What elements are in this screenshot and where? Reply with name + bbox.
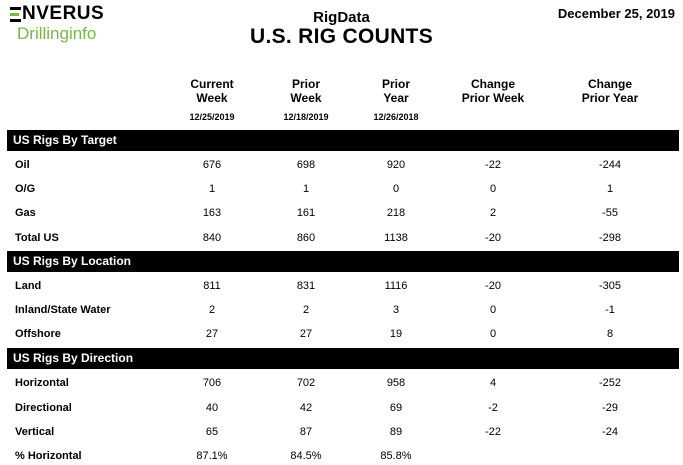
- cell: -22: [485, 426, 501, 438]
- cell: 19: [389, 328, 403, 340]
- cell: 811: [203, 280, 221, 292]
- cell: 0: [489, 183, 497, 195]
- table-row: [0, 446, 683, 465]
- table-row: [0, 422, 683, 442]
- cell: 0: [392, 183, 400, 195]
- section-header-location: US Rigs By Location: [7, 251, 679, 272]
- cell: 8: [606, 328, 614, 340]
- cell: 3: [392, 304, 400, 316]
- row-label: Offshore: [15, 328, 61, 340]
- cell: -244: [598, 159, 622, 171]
- doc-subtitle: RigData: [313, 9, 370, 26]
- cell: 1138: [384, 232, 408, 244]
- cell: 1: [302, 183, 310, 195]
- table-row: [0, 228, 683, 248]
- report-date: December 25, 2019: [557, 6, 675, 21]
- cell: 85.8%: [380, 450, 412, 462]
- cell: 1: [606, 183, 614, 195]
- row-label: O/G: [15, 183, 36, 195]
- column-header-prior-year: Prior Year 12/26/2018: [356, 77, 436, 124]
- row-label: % Horizontal: [15, 450, 82, 462]
- row-label: Gas: [15, 207, 36, 219]
- cell: 706: [202, 377, 222, 389]
- cell: 676: [202, 159, 222, 171]
- cell: -20: [485, 232, 501, 244]
- cell: 163: [202, 207, 222, 219]
- cell: 218: [386, 207, 406, 219]
- column-header-change-prior-week: Change Prior Week: [461, 77, 525, 105]
- cell: 0: [489, 328, 497, 340]
- cell: -1: [605, 304, 615, 316]
- cell: 2: [489, 207, 497, 219]
- table-row: [0, 276, 683, 296]
- cell: 161: [296, 207, 316, 219]
- row-label: Total US: [15, 232, 59, 244]
- cell: 65: [205, 426, 219, 438]
- cell: 4: [489, 377, 497, 389]
- doc-title: U.S. RIG COUNTS: [249, 25, 433, 48]
- row-label: Inland/State Water: [15, 304, 111, 316]
- column-date: 12/18/2019: [283, 112, 329, 122]
- row-label: Directional: [15, 402, 72, 414]
- cell: 698: [296, 159, 316, 171]
- logo-wordmark: NVERUS: [22, 3, 105, 24]
- row-label: Vertical: [15, 426, 55, 438]
- cell: -20: [485, 280, 501, 292]
- table-row: [0, 179, 683, 199]
- cell: 2: [302, 304, 310, 316]
- cell: -305: [598, 280, 622, 292]
- cell: 2: [208, 304, 216, 316]
- cell: 87: [299, 426, 313, 438]
- cell: 920: [386, 159, 406, 171]
- section-header-target: US Rigs By Target: [7, 130, 679, 151]
- cell: -29: [602, 402, 618, 414]
- logo-subbrand: Drillinginfo: [17, 24, 97, 43]
- cell: 958: [386, 377, 406, 389]
- cell: 87.1%: [196, 450, 228, 462]
- table-row: [0, 203, 683, 223]
- cell: -2: [488, 402, 498, 414]
- cell: 89: [389, 426, 403, 438]
- column-date: 12/25/2019: [189, 112, 235, 122]
- cell: 69: [389, 402, 403, 414]
- row-label: Horizontal: [15, 377, 69, 389]
- row-label: Land: [15, 280, 42, 292]
- cell: 840: [202, 232, 222, 244]
- cell: 1116: [384, 280, 408, 292]
- cell: 42: [299, 402, 313, 414]
- column-header-change-prior-year: Change Prior Year: [581, 77, 639, 105]
- cell: 702: [296, 377, 316, 389]
- cell: -252: [598, 377, 622, 389]
- cell: -22: [485, 159, 501, 171]
- cell: 27: [299, 328, 313, 340]
- column-date: 12/26/2018: [373, 112, 419, 122]
- column-header-prior-week: Prior Week 12/18/2019: [266, 77, 346, 124]
- table-row: [0, 398, 683, 418]
- table-row: [0, 300, 683, 320]
- cell: 0: [489, 304, 497, 316]
- cell: 27: [205, 328, 219, 340]
- table-row: [0, 155, 683, 175]
- table-row: [0, 373, 683, 393]
- table-row: [0, 324, 683, 344]
- column-header-current-week: Current Week 12/25/2019: [172, 77, 252, 124]
- cell: 40: [205, 402, 219, 414]
- cell: 831: [296, 280, 316, 292]
- cell: -24: [602, 426, 618, 438]
- cell: 1: [208, 183, 216, 195]
- cell: -298: [598, 232, 622, 244]
- section-header-direction: US Rigs By Direction: [7, 348, 679, 369]
- cell: -55: [602, 207, 618, 219]
- cell: 84.5%: [290, 450, 322, 462]
- row-label: Oil: [15, 159, 30, 171]
- cell: 860: [296, 232, 316, 244]
